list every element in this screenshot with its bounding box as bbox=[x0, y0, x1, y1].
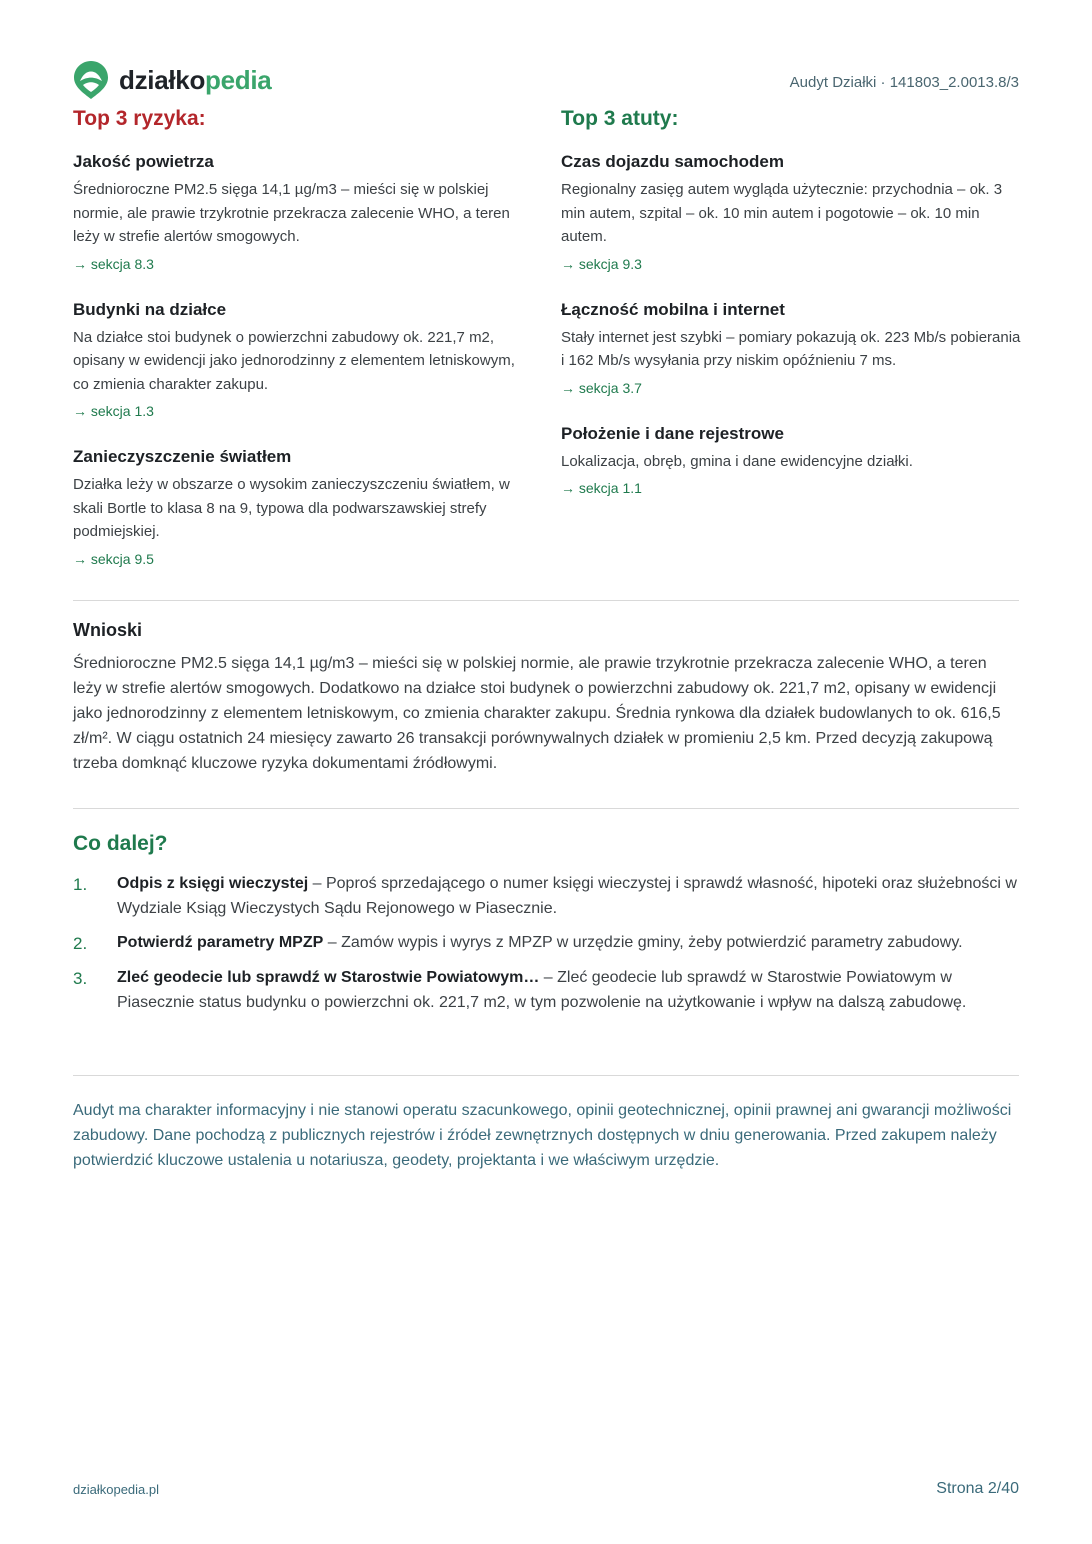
strength-item bbox=[561, 298, 1021, 398]
next-steps-list bbox=[73, 872, 1019, 1015]
step-number: 2. bbox=[73, 934, 88, 953]
next-steps-section bbox=[73, 830, 1019, 1025]
section-link[interactable]: → sekcja 3.7 bbox=[561, 379, 642, 396]
step-text bbox=[117, 931, 1019, 956]
next-steps-title: Co dalej? bbox=[73, 832, 168, 855]
footer-site-link[interactable]: działkopedia.pl bbox=[73, 1482, 160, 1497]
step-title: Zleć geodecie lub sprawdź w Starostwie Powiatowym… bbox=[117, 969, 540, 986]
risk-item-title: Zanieczyszczenie światłem bbox=[73, 447, 292, 466]
section-link[interactable]: → sekcja 9.5 bbox=[73, 550, 154, 567]
section-link[interactable]: → sekcja 9.3 bbox=[561, 255, 642, 272]
divider bbox=[73, 600, 1019, 601]
risk-item-text: Działka leży w obszarze o wysokim zanieczyszczeniu światłem, w skali Bortle to klasa 8 na 9, typowa dla podwarszawskiej strefy podmiejskiej. bbox=[73, 476, 510, 540]
strength-item-text: Stały internet jest szybki – pomiary pokazują ok. 223 Mb/s pobierania i 162 Mb/s wysyłania przy niskim opóźnieniu 7 ms. bbox=[561, 328, 1021, 369]
page-number: Strona 2/40 bbox=[936, 1480, 1019, 1497]
strengths-column bbox=[561, 105, 1021, 498]
conclusions-text: Średnioroczne PM2.5 sięga 14,1 µg/m3 – mieści się w polskiej normie, ale prawie trzykrotnie przekracza zalecenie WHO, a teren leży w strefie alertów smogowych. Dodatkowo na działce stoi budynek o powierzchni zabudowy ok. 221,7 m2, opisany w ewidencji jako jednorodzinny z elementem letniskowym, co zmienia charakter zakupu. Średnia rynkowa dla działek budowlanych to ok. 616,5 zł/m². W ciągu ostatnich 24 miesięcy zawarto 26 transakcji porównywalnych działek w promieniu 2,5 km. Przed decyzją zakupową trzeba domknąć kluczowe ryzyka dokumentami źródłowymi. bbox=[73, 655, 1001, 772]
strength-item-text: Lokalizacja, obręb, gmina i dane ewidencyjne działki. bbox=[561, 452, 913, 470]
strength-item bbox=[561, 422, 1021, 499]
divider bbox=[73, 1075, 1019, 1076]
page-header bbox=[73, 58, 1019, 102]
step-title: Odpis z księgi wieczystej bbox=[117, 875, 309, 892]
risk-item-text: Średnioroczne PM2.5 sięga 14,1 µg/m3 – mieści się w polskiej normie, ale prawie trzykrotnie przekracza zalecenie WHO, a teren leży w strefie alertów smogowych. bbox=[73, 181, 510, 245]
risk-item-title: Jakość powietrza bbox=[73, 152, 214, 171]
map-pin-logo-icon bbox=[73, 60, 109, 100]
step-description: – Poproś sprzedającego o numer księgi wieczystej i sprawdź własność, hipoteki oraz służebności w Wydziale Ksiąg Wieczystych Sądu Rejonowego w Piasecznie. bbox=[117, 875, 1017, 917]
strengths-title: Top 3 atuty: bbox=[561, 107, 679, 130]
logo-wordmark bbox=[119, 60, 271, 100]
divider bbox=[73, 808, 1019, 809]
logo-text-green: pedia bbox=[205, 65, 272, 95]
risk-item bbox=[73, 445, 533, 569]
conclusions-section bbox=[73, 617, 1019, 776]
step-item bbox=[73, 966, 1019, 1015]
strength-item-title: Łączność mobilna i internet bbox=[561, 299, 785, 319]
risks-column bbox=[73, 105, 533, 569]
step-title: Potwierdź parametry MPZP bbox=[117, 934, 324, 951]
risk-item-text: Na działce stoi budynek o powierzchni zabudowy ok. 221,7 m2, opisany w ewidencji jako jednorodzinny z elementem letniskowym, co zmienia charakter zakupu. bbox=[73, 328, 515, 393]
section-link[interactable]: → sekcja 8.3 bbox=[73, 255, 154, 272]
conclusions-title: Wnioski bbox=[73, 620, 143, 640]
risk-item-title: Budynki na działce bbox=[73, 299, 227, 319]
step-item bbox=[73, 931, 1019, 956]
strength-item-title: Czas dojazdu samochodem bbox=[561, 152, 784, 171]
strength-item-text: Regionalny zasięg autem wygląda użytecznie: przychodnia – ok. 3 min autem, szpital – ok. 10 min autem i pogotowie – ok. 10 min autem. bbox=[561, 181, 1003, 245]
step-text bbox=[117, 872, 1019, 921]
step-number: 3. bbox=[73, 969, 88, 988]
disclaimer-text: Audyt ma charakter informacyjny i nie stanowi operatu szacunkowego, opinii geotechnicznej, opinii prawnej ani gwarancji możliwości zabudowy. Dane pochodzą z publicznych rejestrów i źródeł zewnętrznych dostępnych w dniu generowania. Przed zakupem należy potwierdzić kluczowe ustalenia u notariusza, geodety, projektanta i we właściwym urzędzie. bbox=[73, 1102, 1012, 1169]
step-text bbox=[117, 966, 1019, 1015]
risks-title: Top 3 ryzyka: bbox=[73, 107, 206, 130]
risk-item bbox=[73, 150, 533, 274]
step-item bbox=[73, 872, 1019, 921]
brand-logo[interactable] bbox=[73, 60, 271, 100]
section-link[interactable]: → sekcja 1.3 bbox=[73, 403, 154, 419]
strength-item-title: Położenie i dane rejestrowe bbox=[561, 423, 784, 443]
strength-item bbox=[561, 150, 1021, 274]
risk-item bbox=[73, 298, 533, 422]
step-description: – Zamów wypis i wyrys z MPZP w urzędzie gminy, żeby potwierdzić parametry zabudowy. bbox=[323, 934, 963, 951]
section-link[interactable]: → sekcja 1.1 bbox=[561, 480, 642, 496]
step-description: – Zleć geodecie lub sprawdź w Starostwie Powiatowym w Piasecznie status budynku o powierzchni ok. 221,7 m2, w tym pozwolenie na użytkowanie i wpływ na dalszą zabudowę. bbox=[117, 969, 967, 1011]
step-number: 1. bbox=[73, 875, 88, 894]
logo-text-dark: działko bbox=[119, 65, 206, 95]
report-page bbox=[73, 0, 1019, 1544]
audit-reference: Audyt Działki · 141803_2.0013.8/3 bbox=[789, 74, 1019, 91]
